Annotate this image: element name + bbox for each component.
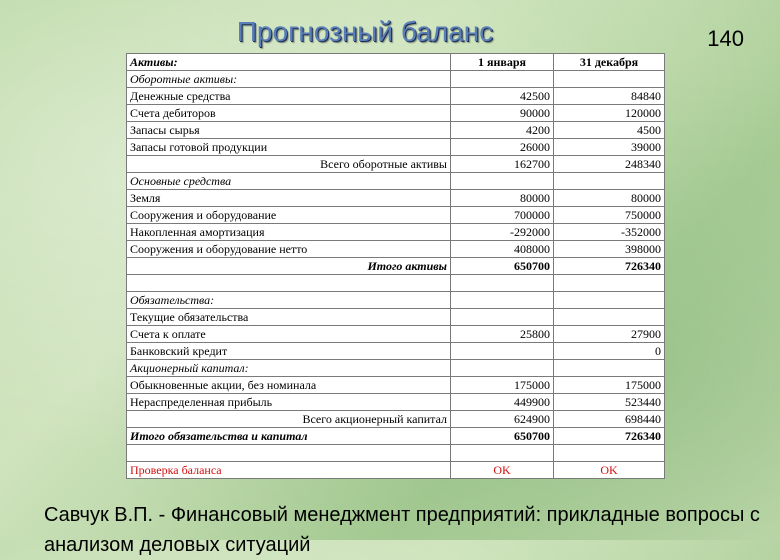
table-row	[127, 360, 665, 377]
row-value-jan	[451, 71, 554, 88]
row-value-jan	[451, 343, 554, 360]
row-label: Проверка баланса	[127, 462, 451, 479]
table-row	[127, 292, 665, 309]
row-value-dec: 175000	[554, 377, 665, 394]
row-label: Всего акционерный капитал	[127, 411, 451, 428]
row-value-dec	[554, 360, 665, 377]
table-row	[127, 428, 665, 445]
row-value-dec: 120000	[554, 105, 665, 122]
row-label: Всего оборотные активы	[127, 156, 451, 173]
header-col-jan: 1 января	[451, 54, 554, 71]
row-value-jan: 25800	[451, 326, 554, 343]
table-row	[127, 224, 665, 241]
table-row	[127, 88, 665, 105]
row-value-jan: 26000	[451, 139, 554, 156]
row-value-jan	[451, 275, 554, 292]
table-row	[127, 241, 665, 258]
row-value-jan: 650700	[451, 428, 554, 445]
row-value-jan: 624900	[451, 411, 554, 428]
table-row	[127, 462, 665, 479]
slide-title: Прогнозный баланс	[236, 16, 494, 47]
row-value-dec: -352000	[554, 224, 665, 241]
balance-sheet-table	[126, 53, 664, 479]
row-value-dec: 84840	[554, 88, 665, 105]
row-value-dec: 248340	[554, 156, 665, 173]
row-label: Обязательства:	[127, 292, 451, 309]
row-label: Итого обязательства и капитал	[127, 428, 451, 445]
row-value-dec: 398000	[554, 241, 665, 258]
row-value-jan: -292000	[451, 224, 554, 241]
table-row	[127, 394, 665, 411]
row-value-jan	[451, 360, 554, 377]
row-label: Акционерный капитал:	[127, 360, 451, 377]
row-value-jan	[451, 292, 554, 309]
table-row	[127, 343, 665, 360]
table-row	[127, 122, 665, 139]
row-value-jan: 449900	[451, 394, 554, 411]
table-row	[127, 207, 665, 224]
row-value-jan: 650700	[451, 258, 554, 275]
row-value-jan: OK	[451, 462, 554, 479]
row-value-dec	[554, 173, 665, 190]
row-value-dec: 0	[554, 343, 665, 360]
row-value-jan: 42500	[451, 88, 554, 105]
table-row	[127, 190, 665, 207]
table-row	[127, 445, 665, 462]
row-value-dec	[554, 309, 665, 326]
row-value-dec: 39000	[554, 139, 665, 156]
table-header-row	[127, 54, 665, 71]
row-label: Нераспределенная прибыль	[127, 394, 451, 411]
row-value-dec	[554, 275, 665, 292]
row-label: Сооружения и оборудование нетто	[127, 241, 451, 258]
row-value-dec: 523440	[554, 394, 665, 411]
row-value-dec: 750000	[554, 207, 665, 224]
row-value-jan	[451, 445, 554, 462]
row-label: Запасы готовой продукции	[127, 139, 451, 156]
row-label: Запасы сырья	[127, 122, 451, 139]
header-label: Активы:	[127, 54, 451, 71]
header-col-dec: 31 декабря	[554, 54, 665, 71]
row-value-dec: 698440	[554, 411, 665, 428]
table-row	[127, 326, 665, 343]
row-value-dec: 27900	[554, 326, 665, 343]
table-row	[127, 139, 665, 156]
row-value-dec: 726340	[554, 258, 665, 275]
row-value-jan: 80000	[451, 190, 554, 207]
row-label: Денежные средства	[127, 88, 451, 105]
table-row	[127, 173, 665, 190]
row-label: Счета дебиторов	[127, 105, 451, 122]
row-value-dec: OK	[554, 462, 665, 479]
row-label: Обыкновенные акции, без номинала	[127, 377, 451, 394]
row-value-jan	[451, 309, 554, 326]
row-label: Итого активы	[127, 258, 451, 275]
table-row	[127, 309, 665, 326]
footer-citation: Савчук В.П. - Финансовый менеджмент предприятий: прикладные вопросы с анализом деловых ситуаций	[44, 504, 760, 556]
row-label: Земля	[127, 190, 451, 207]
table-row	[127, 411, 665, 428]
row-value-dec: 80000	[554, 190, 665, 207]
row-label	[127, 275, 451, 292]
row-label: Сооружения и оборудование	[127, 207, 451, 224]
row-label: Текущие обязательства	[127, 309, 451, 326]
row-value-jan	[451, 173, 554, 190]
row-value-dec: 4500	[554, 122, 665, 139]
row-value-jan: 90000	[451, 105, 554, 122]
row-value-jan: 408000	[451, 241, 554, 258]
row-value-dec	[554, 292, 665, 309]
table-row	[127, 377, 665, 394]
row-label: Основные средства	[127, 173, 451, 190]
page-number: 140	[707, 26, 744, 51]
table-row	[127, 275, 665, 292]
balance-table	[126, 53, 665, 479]
row-value-jan: 700000	[451, 207, 554, 224]
row-value-jan: 162700	[451, 156, 554, 173]
row-value-dec	[554, 445, 665, 462]
row-label: Оборотные активы:	[127, 71, 451, 88]
table-row	[127, 156, 665, 173]
table-row	[127, 258, 665, 275]
row-label: Накопленная амортизация	[127, 224, 451, 241]
row-label: Банковский кредит	[127, 343, 451, 360]
table-body	[127, 54, 665, 479]
row-value-dec	[554, 71, 665, 88]
row-value-dec: 726340	[554, 428, 665, 445]
row-value-jan: 175000	[451, 377, 554, 394]
row-value-jan: 4200	[451, 122, 554, 139]
table-row	[127, 71, 665, 88]
row-label	[127, 445, 451, 462]
table-row	[127, 105, 665, 122]
row-label: Счета к оплате	[127, 326, 451, 343]
